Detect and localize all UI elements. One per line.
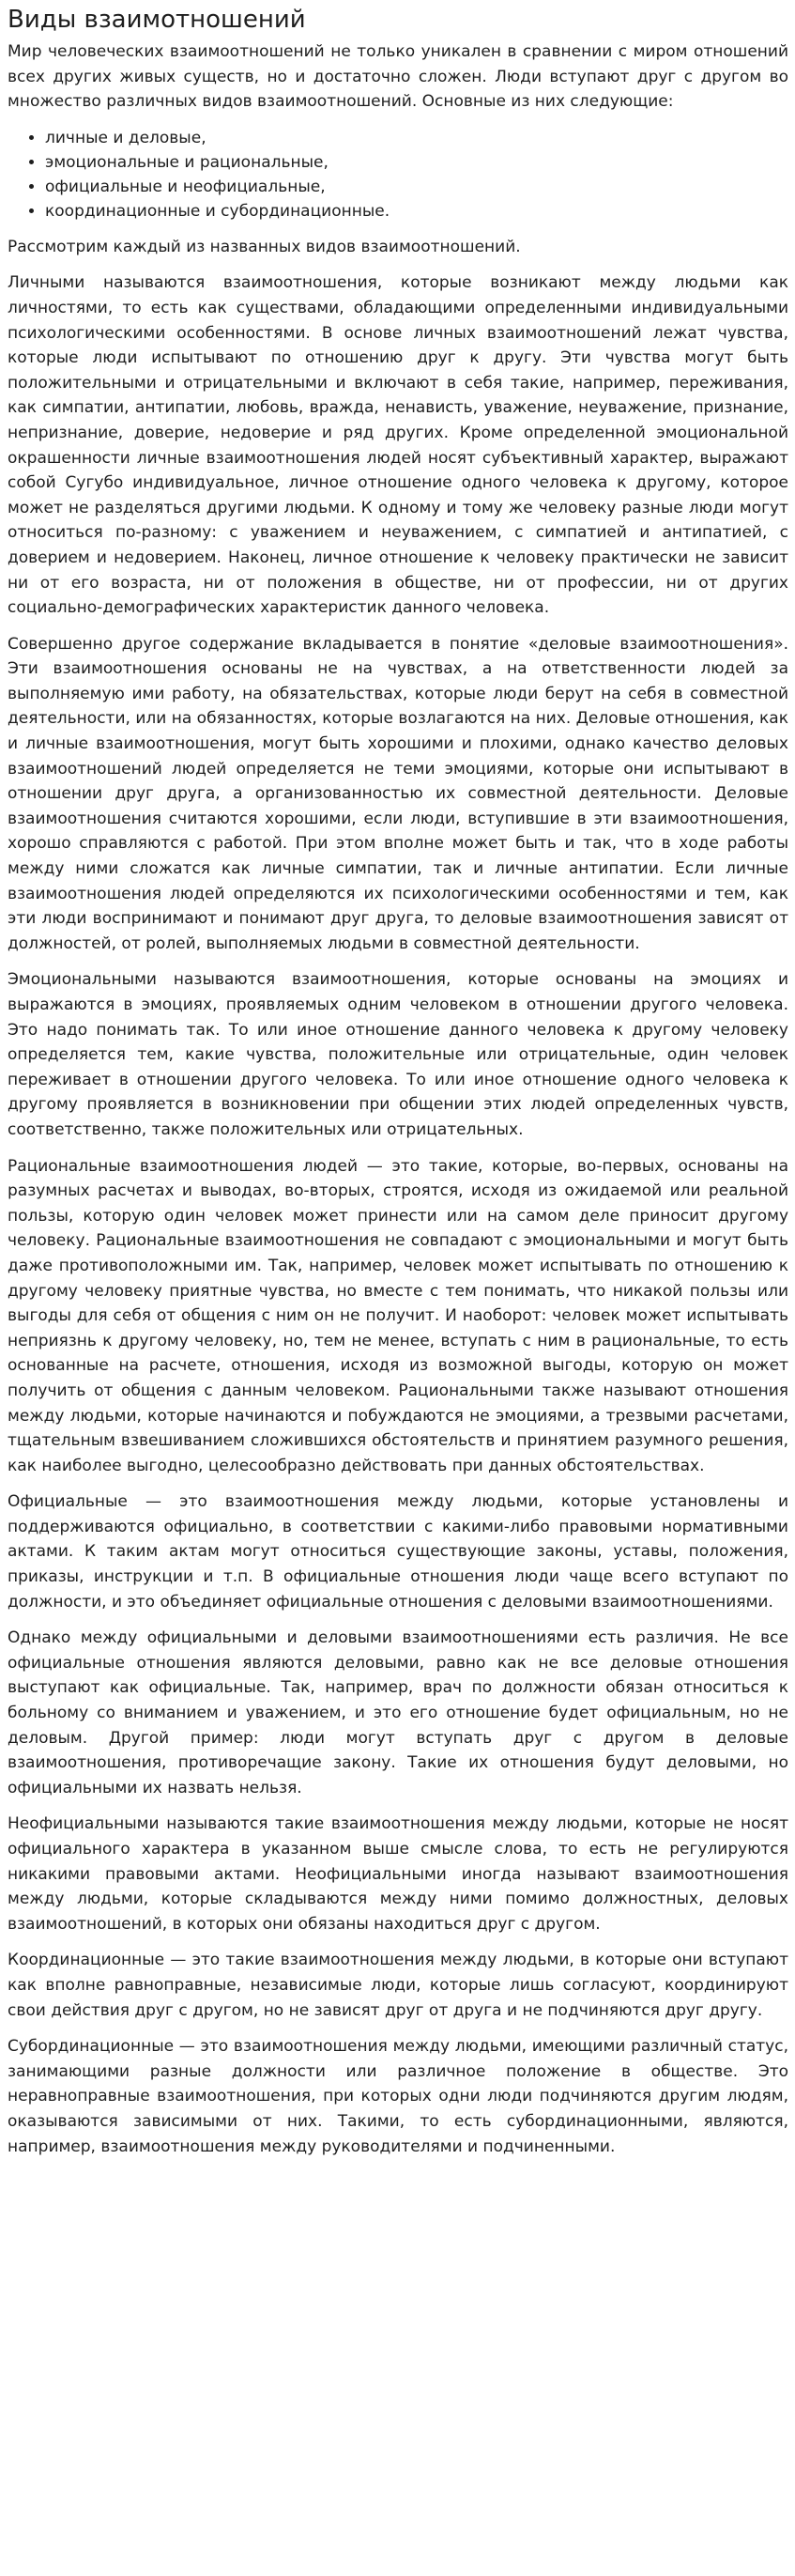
paragraph-unofficial: Неофициальными называются такие взаимоотношения между людьми, которые не носят официального характера в указанном выше смысле слова, то есть не регулируются никакими правовыми актами. Неофициальными иногда называют взаимоотношения между людьми, которые складываются между ними помимо должностных, деловых взаимоотношений, в которых они обязаны находиться друг с другом.	[8, 1814, 788, 1934]
paragraph-subordination: Субординационные — это взаимоотношения между людьми, имеющими различный статус, занимающими разные должности или различное положение в обществе. Это неравноправные взаимоотношения, при которых одни люди подчиняются другим людям, оказываются зависимыми от них. Такими, то есть субординационными, являются, например, взаимоотношения между руководителями и подчиненными.	[8, 2037, 788, 2156]
page-title: Виды взаимотношений	[8, 6, 306, 34]
article	[8, 0, 788, 2170]
list-item: • личные и деловые,	[45, 126, 788, 150]
paragraph-differences: Однако между официальными и деловыми взаимоотношениями есть различия. Не все официальные отношения являются деловыми, равно как не все деловые отношения выступают как официальные. Так, например, врач по должности обязан относиться к больному со вниманием и уважением, и это его отношение будет официальным, но не деловым. Другой пример: люди могут вступать друг с другом в деловые взаимоотношения, противоречащие закону. Такие их отношения будут деловыми, но официальными их назвать нельзя.	[8, 1628, 788, 1797]
intro-paragraph: Мир человеческих взаимоотношений не только уникален в сравнении с миром отношений всех других живых существ, но и достаточно сложен. Люди вступают друг с другом во множество различных видов взаимоотношений. Основные из них следующие:	[8, 42, 788, 112]
relationship-types-list	[8, 126, 788, 224]
list-item: • эмоциональные и рациональные,	[45, 150, 788, 175]
list-item: • координационные и субординационные.	[45, 199, 788, 224]
paragraph-consider: Рассмотрим каждый из названных видов взаимоотношений.	[8, 237, 521, 256]
paragraph-emotional: Эмоциональными называются взаимоотношения, которые основаны на эмоциях и выражаются в эмоциях, проявляемых одним человеком в отношении другого человека. Это надо понимать так. То или иное отношение данного человека к другому человеку определяется тем, какие чувства, положительные или отрицательные, один человек переживает в отношении другого человека. То или иное отношение одного человека к другому проявляется в возникновении при общении этих людей определенных чувств, соответственно, также положительных или отрицательных.	[8, 970, 788, 1139]
paragraph-business: Совершенно другое содержание вкладывается в понятие «деловые взаимоотношения». Эти взаимоотношения основаны не на чувствах, а на ответственности людей за выполняемую ими работу, на обязательствах, которые люди берут на себя в совместной деятельности, или на обязанностях, которые возлагаются на них. Деловые отношения, как и личные взаимоотношения, могут быть хорошими и плохими, однако качество деловых взаимоотношений людей определяется не теми эмоциями, которые они испытывают в отношении друг друга, а организованностью их совместной деятельности. Деловые взаимоотношения считаются хорошими, если люди, вступившие в эти взаимоотношения, хорошо справляются с работой. При этом вполне может быть и так, что в ходе работы между ними сложатся как личные симпатии, так и личные антипатии. Если личные взаимоотношения людей определяются их психологическими особенностями и тем, как эти люди воспринимают и понимают друг друга, то деловые взаимоотношения зависят от должностей, от ролей, выполняемых людьми в совместной деятельности.	[8, 634, 788, 953]
paragraph-coordination: Координационные — это такие взаимоотношения между людьми, в которые они вступают как вполне равноправные, независимые люди, которые лишь согласуют, координируют свои действия друг с другом, но не зависят друг от друга и не подчиняются друг другу.	[8, 1951, 788, 2020]
paragraph-rational: Рациональные взаимоотношения людей — это такие, которые, во-первых, основаны на разумных расчетах и выводах, во-вторых, строятся, исходя из ожидаемой или реальной пользы, которую один человек может принести или на самом деле приносит другому человеку. Рациональные взаимоотношения не совпадают с эмоциональными и могут быть даже противоположными им. Так, например, человек может испытывать по отношению к другому человеку приятные чувства, но вместе с тем понимать, что никакой пользы или выгоды для себя от общения с ним он не получит. И наоборот: человек может испытывать неприязнь к другому человеку, но, тем не менее, вступать с ним в рациональные, то есть основанные на расчете, отношения, исходя из возможной выгоды, которую он может получить от общения с данным человеком. Рациональными также называют отношения между людьми, которые начинаются и побуждаются не эмоциями, а трезвыми расчетами, тщательным взвешиванием сложившихся обстоятельств и принятием разумного решения, как наиболее выгодно, целесообразно действовать при данных обстоятельствах.	[8, 1156, 788, 1475]
paragraph-official: Официальные — это взаимоотношения между людьми, которые установлены и поддерживаются официально, в соответствии с какими-либо правовыми нормативными актами. К таким актам могут относиться существующие законы, уставы, положения, приказы, инструкции и т.п. В официальные отношения люди чаще всего вступают по должности, и это объединяет официальные отношения с деловыми взаимоотношениями.	[8, 1492, 788, 1612]
list-item: • официальные и неофициальные,	[45, 175, 788, 199]
paragraph-personal: Личными называются взаимоотношения, которые возникают между людьми как личностями, то есть как существами, обладающими определенными индивидуальными психологическими особенностями. В основе личных взаимоотношений лежат чувства, которые люди испытывают по отношению друг к другу. Эти чувства могут быть положительными и отрицательными и включают в себя такие, например, переживания, как симпатии, антипатии, любовь, вражда, ненависть, уважение, неуважение, признание, непризнание, доверие, недоверие и ряд других. Кроме определенной эмоциональной окрашенности личные взаимоотношения людей носят субъективный характер, выражают собой Сугубо индивидуальное, личное отношение одного человека к другому, которое может не разделяться другими людьми. К одному и тому же человеку разные люди могут относиться по-разному: с уважением и неуважением, с симпатией и антипатией, с доверием и недоверием. Наконец, личное отношение к человеку практически не зависит ни от его возраста, ни от положения в обществе, ни от профессии, ни от других социально-демографических характеристик данного человека.	[8, 273, 788, 618]
